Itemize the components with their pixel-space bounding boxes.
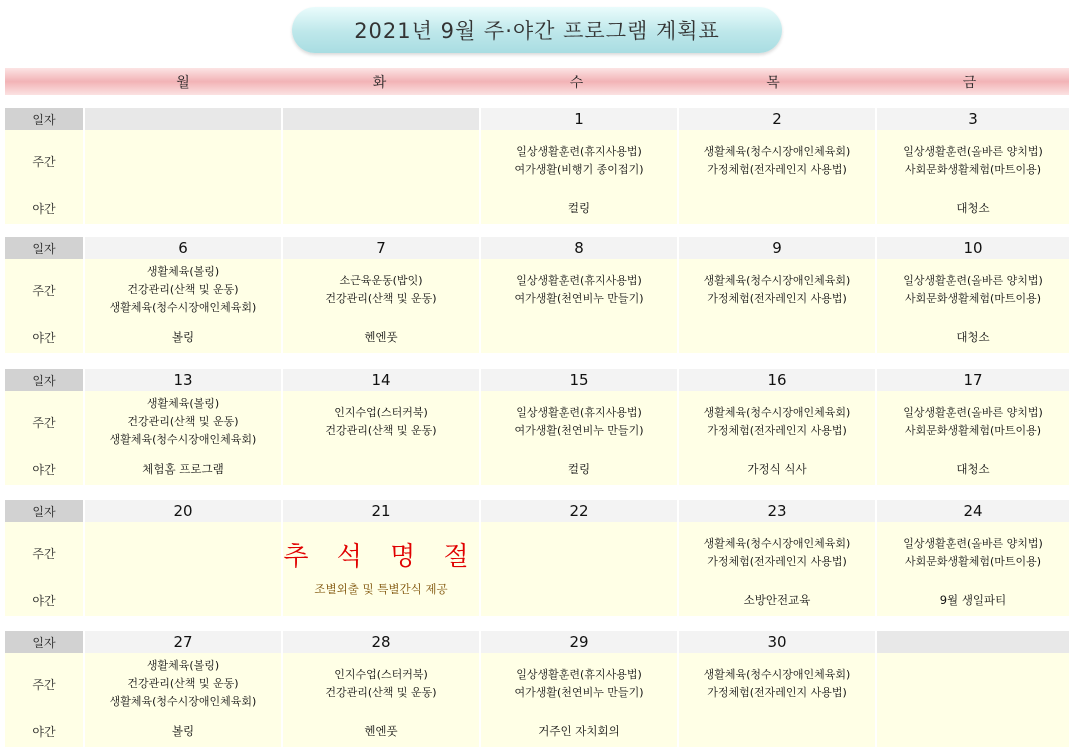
program-item: 가정체험(전자레인지 사용법) — [707, 555, 847, 568]
program-item: 가정체험(전자레인지 사용법) — [707, 292, 847, 305]
row-label-night: 야간 — [32, 462, 56, 477]
column-divider — [875, 108, 877, 224]
program-item: 가정체험(전자레인지 사용법) — [707, 424, 847, 437]
date-cell: 2 — [679, 108, 875, 130]
night-program-cell: 대청소 — [956, 201, 990, 215]
night-program-cell: 체험홈 프로그램 — [142, 462, 224, 476]
program-item: 일상생활훈련(올바른 양치법) — [903, 406, 1043, 419]
column-divider — [479, 237, 481, 353]
column-divider — [479, 631, 481, 747]
program-item: 여가생활(천연비누 만들기) — [514, 292, 644, 305]
column-divider — [677, 500, 679, 616]
row-label-date: 일자 — [5, 237, 83, 259]
program-item: 일상생활훈련(올바른 양치법) — [903, 145, 1043, 158]
day-program-cell — [877, 391, 1069, 453]
weekday-thu: 목 — [766, 74, 780, 91]
day-program-cell — [679, 522, 875, 584]
program-item: 여가생활(비행기 종이접기) — [514, 163, 644, 176]
program-item: 생활체육(볼링) — [146, 265, 220, 278]
program-item: 생활체육(청수시장애인체육회) — [703, 274, 851, 287]
day-program-cell — [85, 130, 281, 192]
program-item: 생활체육(청수시장애인체육회) — [109, 301, 257, 314]
row-label-day: 주간 — [32, 283, 56, 298]
day-program-cell — [85, 391, 281, 453]
night-program-cell: 소방안전교육 — [743, 593, 811, 607]
date-cell: 21 — [283, 500, 479, 522]
row-label-night: 야간 — [32, 201, 56, 216]
day-program-cell — [877, 522, 1069, 584]
program-item: 소근육운동(밥잇) — [339, 274, 423, 287]
night-program-cell: 9월 생일파티 — [939, 593, 1007, 607]
weekday-fri: 금 — [962, 74, 977, 91]
date-cell: 17 — [877, 369, 1069, 391]
column-divider — [875, 500, 877, 616]
date-cell: 27 — [85, 631, 281, 653]
program-item: 사회문화생활체험(마트이용) — [904, 292, 1042, 305]
night-program-cell: 헨엔풋 — [364, 724, 398, 738]
date-cell — [283, 108, 479, 130]
day-program-cell — [283, 130, 479, 192]
day-program-cell — [679, 391, 875, 453]
date-cell: 8 — [481, 237, 677, 259]
column-divider — [677, 108, 679, 224]
day-program-cell — [877, 130, 1069, 192]
date-cell: 22 — [481, 500, 677, 522]
day-program-cell — [679, 130, 875, 192]
day-program-cell — [85, 259, 281, 321]
day-program-cell — [877, 653, 1069, 715]
day-program-cell — [481, 391, 677, 453]
holiday-title: 추 석 명 절 — [283, 541, 479, 572]
date-cell: 3 — [877, 108, 1069, 130]
date-cell: 9 — [679, 237, 875, 259]
column-divider — [677, 237, 679, 353]
date-cell: 6 — [85, 237, 281, 259]
program-item: 일상생활훈련(휴지사용법) — [516, 274, 642, 287]
program-item: 생활체육(볼링) — [146, 659, 220, 672]
date-cell: 28 — [283, 631, 479, 653]
week-block — [5, 500, 1069, 616]
day-program-cell — [481, 130, 677, 192]
program-item: 건강관리(산책 및 운동) — [325, 424, 437, 437]
weekday-header — [85, 68, 1068, 95]
row-label-night: 야간 — [32, 593, 56, 608]
night-program-cell — [877, 715, 1069, 747]
night-program-cell: 가정식 식사 — [747, 462, 807, 476]
column-divider — [281, 631, 283, 747]
night-program-cell: 컬링 — [567, 462, 591, 476]
column-divider — [83, 631, 85, 747]
program-item: 일상생활훈련(휴지사용법) — [516, 406, 642, 419]
week-block — [5, 631, 1069, 747]
column-divider — [83, 108, 85, 224]
night-program-cell: 컬링 — [567, 201, 591, 215]
program-item: 건강관리(산책 및 운동) — [127, 415, 239, 428]
program-item: 가정체험(전자레인지 사용법) — [707, 163, 847, 176]
program-item: 가정체험(전자레인지 사용법) — [707, 686, 847, 699]
night-program-cell — [283, 453, 479, 485]
row-label-date: 일자 — [5, 631, 83, 653]
program-item: 여가생활(천연비누 만들기) — [514, 424, 644, 437]
column-divider — [677, 631, 679, 747]
holiday-note: 조별외출 및 특별간식 제공 — [314, 581, 448, 596]
night-program-cell — [679, 192, 875, 224]
program-item: 사회문화생활체험(마트이용) — [904, 555, 1042, 568]
date-cell: 24 — [877, 500, 1069, 522]
night-program-cell — [283, 192, 479, 224]
program-item: 인지수업(스터커북) — [334, 668, 428, 681]
program-item: 생활체육(청수시장애인체육회) — [703, 145, 851, 158]
date-cell: 13 — [85, 369, 281, 391]
row-label-night: 야간 — [32, 330, 56, 345]
date-cell — [85, 108, 281, 130]
program-item: 인지수업(스터커북) — [334, 406, 428, 419]
program-item: 일상생활훈련(올바른 양치법) — [903, 274, 1043, 287]
column-divider — [479, 369, 481, 485]
day-program-cell — [283, 259, 479, 321]
date-cell: 16 — [679, 369, 875, 391]
row-label-day: 주간 — [32, 154, 56, 169]
night-program-cell — [679, 321, 875, 353]
column-divider — [875, 369, 877, 485]
week-block — [5, 369, 1069, 485]
night-program-cell: 볼링 — [171, 724, 195, 738]
row-label-day: 주간 — [32, 415, 56, 430]
day-program-cell — [679, 259, 875, 321]
program-item: 사회문화생활체험(마트이용) — [904, 424, 1042, 437]
program-item: 생활체육(청수시장애인체육회) — [703, 406, 851, 419]
program-item: 생활체육(볼링) — [146, 397, 220, 410]
night-program-cell: 거주인 자치회의 — [538, 724, 620, 738]
night-program-cell — [85, 192, 281, 224]
column-divider — [875, 631, 877, 747]
weekday-wed: 수 — [569, 74, 584, 91]
program-item: 일상생활훈련(휴지사용법) — [516, 145, 642, 158]
day-program-cell — [85, 653, 281, 715]
row-label-day: 주간 — [32, 677, 56, 692]
column-divider — [83, 369, 85, 485]
day-program-cell — [481, 653, 677, 715]
day-program-cell — [877, 259, 1069, 321]
column-divider — [875, 237, 877, 353]
date-cell: 1 — [481, 108, 677, 130]
program-item: 생활체육(청수시장애인체육회) — [109, 433, 257, 446]
date-cell: 20 — [85, 500, 281, 522]
row-label-day: 주간 — [32, 546, 56, 561]
program-item: 여가생활(천연비누 만들기) — [514, 686, 644, 699]
weekday-tue: 화 — [372, 74, 387, 91]
column-divider — [479, 108, 481, 224]
day-program-cell — [283, 653, 479, 715]
column-divider — [83, 237, 85, 353]
row-label-date: 일자 — [5, 369, 83, 391]
row-label-date: 일자 — [5, 500, 83, 522]
row-label-date: 일자 — [5, 108, 83, 130]
page-title: 2021년 9월 주·야간 프로그램 계획표 — [292, 7, 782, 53]
day-program-cell — [679, 653, 875, 715]
date-cell: 10 — [877, 237, 1069, 259]
program-item: 생활체육(청수시장애인체육회) — [703, 668, 851, 681]
row-label-night: 야간 — [32, 724, 56, 739]
column-divider — [281, 108, 283, 224]
date-cell: 30 — [679, 631, 875, 653]
date-cell: 15 — [481, 369, 677, 391]
program-item: 생활체육(청수시장애인체육회) — [703, 537, 851, 550]
column-divider — [677, 369, 679, 485]
night-program-cell: 헨엔풋 — [364, 330, 398, 344]
column-divider — [281, 237, 283, 353]
program-item: 건강관리(산책 및 운동) — [325, 292, 437, 305]
night-program-cell — [481, 321, 677, 353]
program-item: 건강관리(산책 및 운동) — [127, 677, 239, 690]
date-cell: 23 — [679, 500, 875, 522]
program-item: 일상생활훈련(휴지사용법) — [516, 668, 642, 681]
program-item: 건강관리(산책 및 운동) — [127, 283, 239, 296]
column-divider — [281, 369, 283, 485]
weekday-mon: 월 — [176, 74, 190, 91]
week-block — [5, 237, 1069, 353]
program-item: 사회문화생활체험(마트이용) — [904, 163, 1042, 176]
night-program-cell — [679, 715, 875, 747]
day-program-cell — [283, 391, 479, 453]
night-program-cell: 볼링 — [171, 330, 195, 344]
date-cell: 7 — [283, 237, 479, 259]
date-cell: 29 — [481, 631, 677, 653]
holiday-banner — [85, 522, 677, 616]
program-item: 일상생활훈련(올바른 양치법) — [903, 537, 1043, 550]
day-program-cell — [481, 259, 677, 321]
date-cell: 14 — [283, 369, 479, 391]
night-program-cell: 대청소 — [956, 462, 990, 476]
program-item: 생활체육(청수시장애인체육회) — [109, 695, 257, 708]
program-item: 건강관리(산책 및 운동) — [325, 686, 437, 699]
week-block — [5, 108, 1069, 224]
date-cell — [877, 631, 1069, 653]
night-program-cell: 대청소 — [956, 330, 990, 344]
